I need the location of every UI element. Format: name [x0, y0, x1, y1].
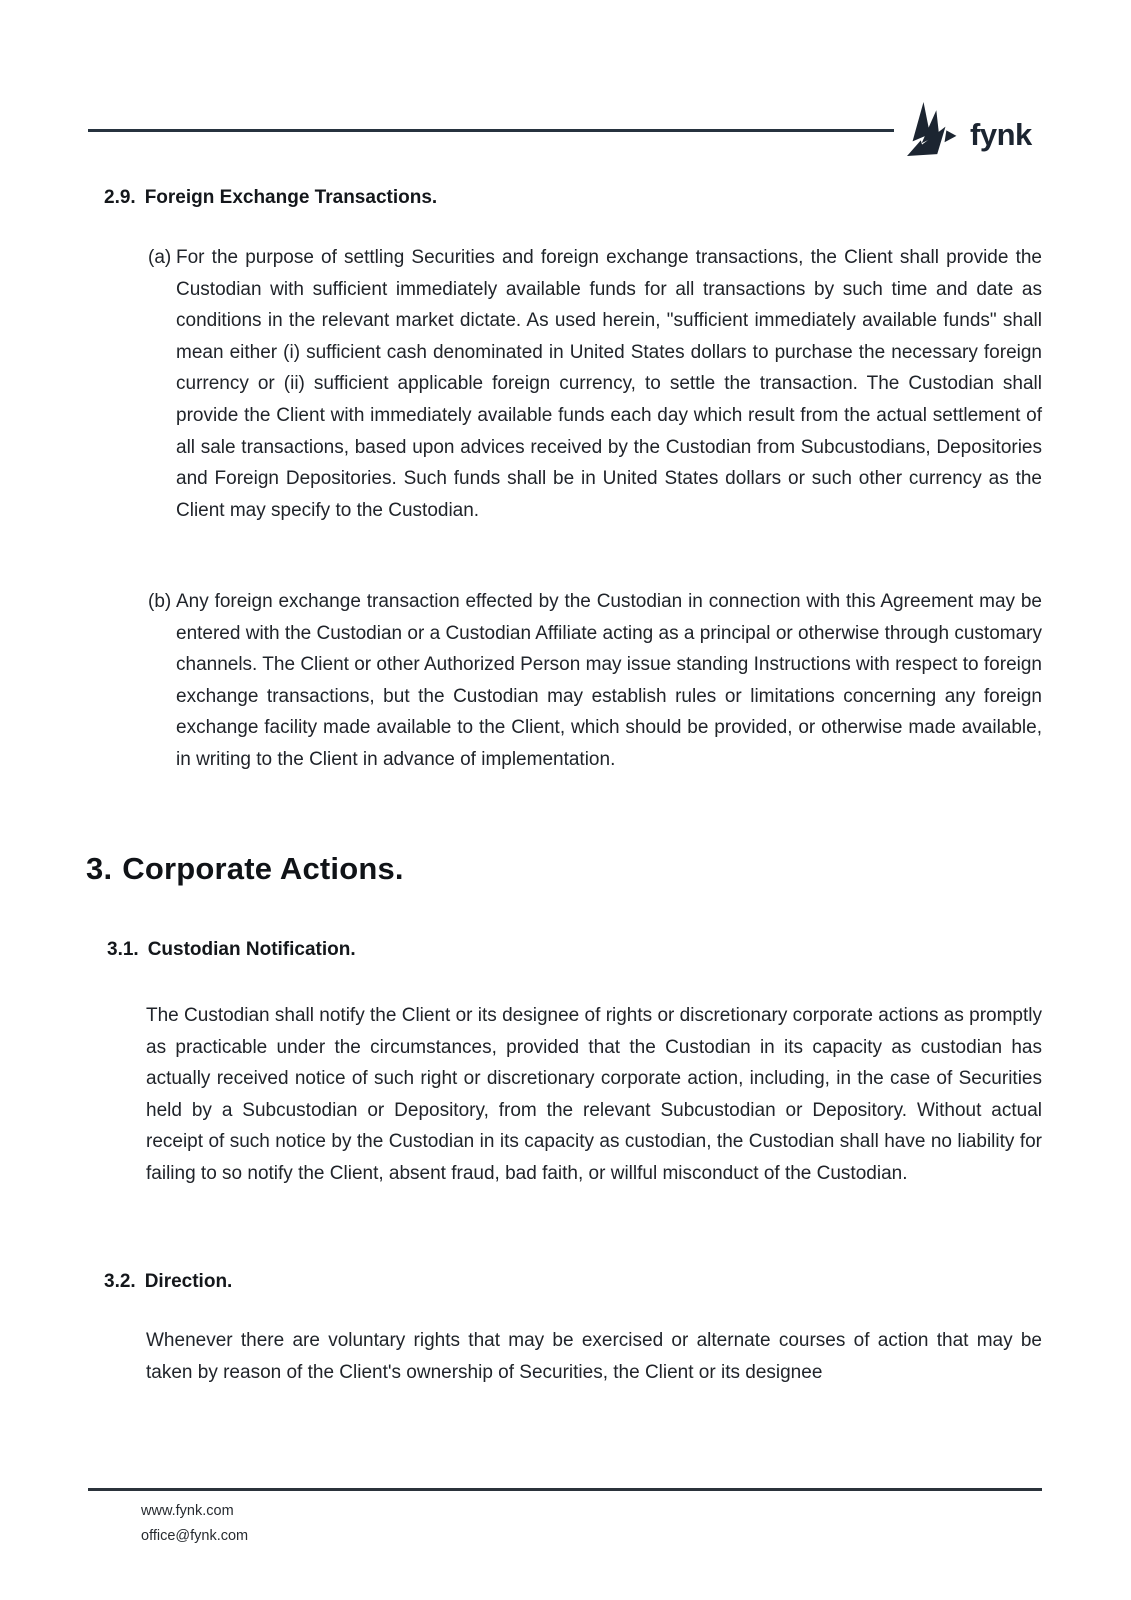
brand-name: fynk	[970, 116, 1032, 152]
section-number: 3.2.	[104, 1271, 136, 1292]
clause-b	[148, 586, 1042, 776]
section-heading-3-1	[107, 939, 356, 961]
section-heading-3-2	[104, 1271, 232, 1293]
header-rule	[88, 129, 894, 132]
footer-email: office@fynk.com	[141, 1528, 249, 1544]
origami-bird-icon	[897, 101, 961, 167]
section-title: Direction.	[144, 1271, 233, 1292]
clause-a	[148, 242, 1042, 526]
clause-text: Any foreign exchange transaction effected by the Custodian in connection with this Agreement may be entered with the Custodian or a Custodian Affiliate acting as a principal or otherwise through customary channels. The Client or other Authorized Person may issue standing Instructions with respect to foreign exchange transactions, but the Custodian may establish rules or limitations concerning any foreign exchange facility made available to the Client, which should be provided, or otherwise made available, in writing to the Client in advance of implementation.	[176, 591, 1042, 770]
section-heading-2-9	[104, 187, 437, 209]
footer-website: www.fynk.com	[141, 1503, 234, 1519]
clause-label: (b)	[148, 591, 172, 612]
section-heading-3	[86, 851, 404, 887]
clause-label: (a)	[148, 247, 172, 268]
section-title: Corporate Actions.	[122, 851, 404, 886]
section-title: Custodian Notification.	[147, 939, 356, 960]
footer-rule	[88, 1488, 1042, 1491]
section-number: 2.9.	[104, 187, 136, 208]
brand-logo	[897, 100, 1039, 168]
paragraph-3-2: Whenever there are voluntary rights that may be exercised or alternate courses of action that may be taken by reason of the Client's ownership of Securities, the Client or its designee	[146, 1330, 1042, 1383]
section-number: 3.	[86, 851, 113, 886]
clause-text: For the purpose of settling Securities and foreign exchange transactions, the Client shall provide the Custodian with sufficient immediately available funds for all transactions by such time and date as conditions in the relevant market dictate. As used herein, "sufficient immediately available funds" shall mean either (i) sufficient cash denominated in United States dollars to purchase the necessary foreign currency or (ii) sufficient applicable foreign currency, to settle the transaction. The Custodian shall provide the Client with immediately available funds each day which result from the actual settlement of all sale transactions, based upon advices received by the Custodian from Subcustodians, Depositories and Foreign Depositories. Such funds shall be in United States dollars or such other currency as the Client may specify to the Custodian.	[176, 247, 1042, 521]
paragraph-3-1: The Custodian shall notify the Client or its designee of rights or discretionary corporate actions as promptly as practicable under the circumstances, provided that the Custodian in its capacity as custodian has actually received notice of such right or discretionary corporate action, including, in the case of Securities held by a Subcustodian or Depository, from the relevant Subcustodian or Depository. Without actual receipt of such notice by the Custodian in its capacity as custodian, the Custodian shall have no liability for failing to so notify the Client, absent fraud, bad faith, or willful misconduct of the Custodian.	[146, 1005, 1042, 1184]
section-number: 3.1.	[107, 939, 139, 960]
section-title: Foreign Exchange Transactions.	[144, 187, 438, 208]
